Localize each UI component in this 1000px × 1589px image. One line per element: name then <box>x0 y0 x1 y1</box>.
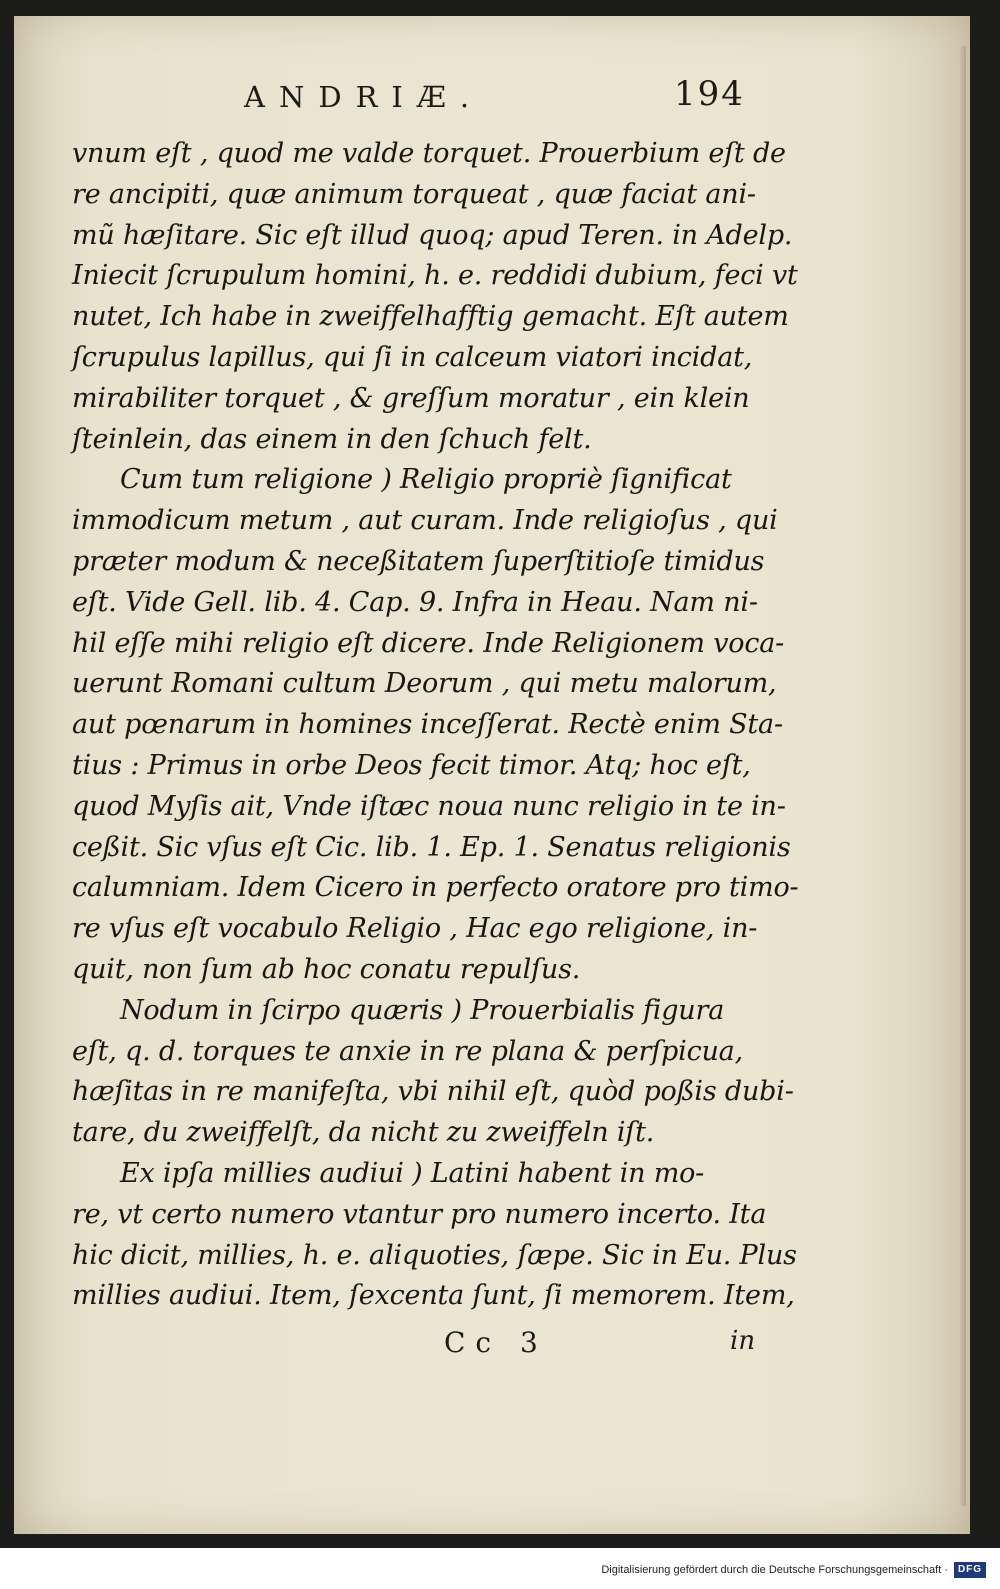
page-number: 194 <box>674 74 745 114</box>
text-line: præter modum & neceßitatem ſuperſtitioſe timidus <box>72 545 765 577</box>
text-line: mirabiliter torquet , & greſſum moratur , ein klein <box>72 382 750 414</box>
text-line: calumniam. Idem Cicero in perfecto oratore pro timo- <box>72 872 799 904</box>
text-line: quit, non ſum ab hoc conatu repulſus. <box>72 953 581 985</box>
digitization-credit: Digitalisierung gefördert durch die Deutsche Forschungsgemeinschaft · <box>601 1564 948 1576</box>
page-header <box>14 72 970 122</box>
running-title: ANDRIÆ. <box>244 80 484 114</box>
text-line: aut pœnarum in homines inceſſerat. Rectè enim Sta- <box>72 709 783 741</box>
text-block <box>72 134 799 1317</box>
text-line: immodicum metum , aut curam. Inde religioſus , qui <box>72 505 778 537</box>
lemma-line-nodum: Nodum in ſcirpo quæris ) Prouerbialis figura <box>120 994 725 1026</box>
text-line: re vſus eſt vocabulo Religio , Hac ego religione, in- <box>72 913 758 945</box>
text-line: eſt, q. d. torques te anxie in re plana & perſpicua, <box>72 1035 743 1067</box>
text-line: Iniecit ſcrupulum homini, h. e. reddidi dubium, feci vt <box>72 260 798 292</box>
text-line: ſcrupulus lapillus, qui ſi in calceum viatori incidat, <box>72 341 753 373</box>
text-line: ſteinlein, das einem in den ſchuch felt. <box>72 423 592 455</box>
text-line: re ancipiti, quæ animum torqueat , quæ faciat ani- <box>72 178 756 210</box>
text-line: quod Myſis ait, Vnde iſtæc noua nunc religio in te in- <box>72 790 786 822</box>
text-line: eſt. Vide Gell. lib. 4. Cap. 9. Infra in Heau. Nam ni- <box>72 586 758 618</box>
text-line: hic dicit, millies, h. e. aliquoties, ſæpe. Sic in Eu. Plus <box>72 1239 797 1271</box>
dfg-logo: DFG <box>954 1562 986 1578</box>
page-footer <box>14 1326 970 1366</box>
text-line: re, vt certo numero vtantur pro numero incerto. Ita <box>72 1198 767 1230</box>
page-edge-shadow <box>960 46 966 1506</box>
book-page <box>14 16 970 1534</box>
text-line: nutet, Ich habe in zweiffelhafftig gemacht. Eſt autem <box>72 301 789 333</box>
signature-mark: Cc 3 <box>444 1326 548 1359</box>
text-line: tare, du zweiffelſt, da nicht zu zweiffeln iſt. <box>72 1117 655 1149</box>
text-line: hil eſſe mihi religio eſt dicere. Inde Religionem voca- <box>72 627 785 659</box>
text-line: tius : Primus in orbe Deos fecit timor. Atq; hoc eſt, <box>72 749 751 781</box>
text-line: uerunt Romani cultum Deorum , qui metu malorum, <box>72 668 777 700</box>
text-line: hæſitas in re manifeſta, vbi nihil eſt, quòd poßis dubi- <box>72 1076 794 1108</box>
text-line: millies audiui. Item, ſexcenta ſunt, ſi memorem. Item, <box>72 1280 795 1312</box>
lemma-line-religione: Cum tum religione ) Religio propriè ſignificat <box>120 464 732 496</box>
catchword: in <box>730 1326 756 1356</box>
text-line: mũ hæſitare. Sic eſt illud quoq; apud Teren. in Adelp. <box>72 219 793 251</box>
lemma-line-millies: Ex ipſa millies audiui ) Latini habent in mo- <box>120 1157 705 1189</box>
text-line: ceßit. Sic vſus eſt Cic. lib. 1. Ep. 1. Senatus religionis <box>72 831 791 863</box>
text-line: vnum eſt , quod me valde torquet. Prouerbium eſt de <box>72 138 786 169</box>
